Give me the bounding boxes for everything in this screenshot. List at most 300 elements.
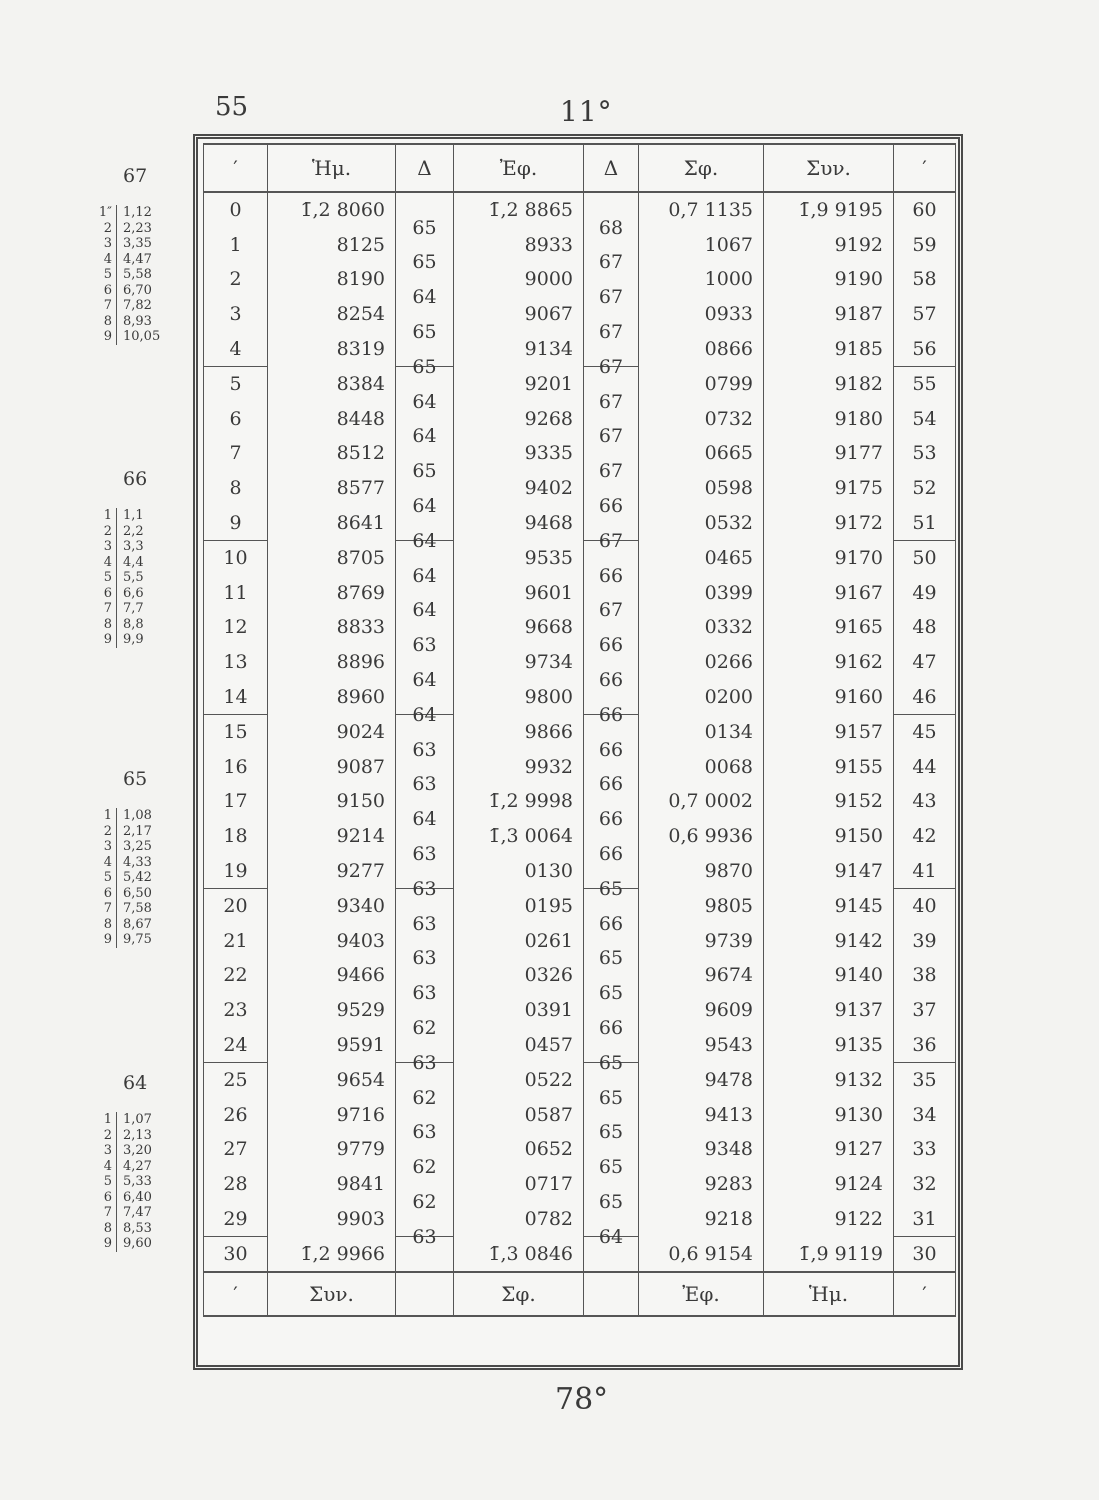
tangent-cell: 0195 [454,888,584,923]
proportional-parts-row [78,1143,198,1159]
difference-value: 63 [412,947,437,970]
difference-value: 63 [412,981,437,1004]
tangent-cell: 0782 [454,1201,584,1236]
proportional-parts-row [78,855,198,871]
header-sine: Ἡμ. [268,144,396,192]
difference-value: 63 [412,738,437,761]
cosine-cell: 9132 [764,1062,894,1097]
table-row [204,1097,956,1132]
minute-cell: 30 [204,1236,268,1272]
table-row [204,1062,956,1097]
sine-cell: 9340 [268,888,396,923]
cotangent-cell: 0532 [639,505,764,540]
minute-cell: 8 [204,471,268,506]
minute-cell-right: 37 [894,993,956,1028]
pp-multiplier: 7 [103,601,112,616]
minute-cell: 25 [204,1062,268,1097]
cosine-cell: 9160 [764,679,894,714]
difference-value: 65 [598,1052,624,1075]
proportional-parts-row [78,932,198,948]
sine-cell: 8833 [268,610,396,645]
pp-value: 9,60 [116,1236,185,1252]
cotangent-cell: 1067 [639,228,764,263]
minute-cell: 4 [204,331,268,366]
tangent-cell: 1̄,2 8865 [454,192,584,228]
table-row [204,297,956,332]
cosine-cell: 1̄,9 9119 [764,1236,894,1272]
minute-cell: 18 [204,819,268,854]
difference-value: 67 [598,251,624,274]
difference-value: 66 [598,494,624,517]
pp-multiplier: 4 [103,854,112,870]
difference-value: 65 [598,1086,624,1109]
sine-cell: 8896 [268,645,396,680]
header-cosine: Συν. [764,144,894,192]
minute-cell-right: 35 [894,1062,956,1097]
cosine-cell: 9122 [764,1201,894,1236]
tangent-cell: 1̄,2 9998 [454,784,584,819]
sine-cell: 8960 [268,679,396,714]
difference-value: 66 [598,704,624,727]
cotangent-cell: 0598 [639,471,764,506]
cosine-cell: 9190 [764,262,894,297]
table-row [204,993,956,1028]
table-row [204,366,956,401]
cosine-cell: 9137 [764,993,894,1028]
minute-cell-right: 38 [894,958,956,993]
difference-value: 67 [598,356,624,379]
cosine-cell: 9147 [764,853,894,888]
footer-blank-2 [584,1272,639,1316]
sine-cell: 9214 [268,819,396,854]
table-row [204,1236,956,1272]
pp-value: 3,3 [116,539,185,555]
sine-cell: 9277 [268,853,396,888]
pp-multiplier: 5 [103,870,112,885]
pp-multiplier: 5 [103,570,112,585]
pp-multiplier: 2 [103,823,112,839]
difference-value: 65 [598,981,624,1004]
difference-value: 65 [598,1121,624,1144]
cosine-cell: 9182 [764,366,894,401]
proportional-parts-row [78,329,198,345]
difference-value: 65 [598,1155,624,1178]
cosine-cell: 9155 [764,750,894,785]
pp-multiplier: 2 [103,523,112,539]
sine-cell: 9779 [268,1132,396,1167]
cosine-cell: 9127 [764,1132,894,1167]
minute-cell: 21 [204,923,268,958]
complement-degree: 78° [555,1382,609,1417]
diff-cell [584,1226,639,1272]
footer-cosine: Συν. [268,1272,396,1316]
header-tangent: Ἐφ. [454,144,584,192]
difference-value: 62 [412,1155,437,1178]
minute-cell: 22 [204,958,268,993]
pp-multiplier: 9 [103,1236,112,1251]
tangent-cell: 9734 [454,645,584,680]
minute-cell: 3 [204,297,268,332]
difference-value: 66 [598,634,624,657]
minute-cell: 26 [204,1097,268,1132]
minute-cell: 6 [204,402,268,437]
cotangent-cell: 9478 [639,1062,764,1097]
pp-multiplier: 7 [103,1205,112,1220]
sine-cell: 9087 [268,750,396,785]
sine-cell: 9716 [268,1097,396,1132]
table-row [204,1132,956,1167]
cosine-cell: 9157 [764,714,894,749]
difference-value: 64 [412,807,437,830]
table-row [204,331,956,366]
sine-cell: 8125 [268,228,396,263]
cosine-cell: 9152 [764,784,894,819]
pp-value: 5,58 [116,267,185,283]
cosine-cell: 9177 [764,436,894,471]
difference-value: 64 [412,704,437,727]
cosine-cell: 9187 [764,297,894,332]
tangent-cell: 0587 [454,1097,584,1132]
proportional-parts-row [78,917,198,933]
header-minutes-right: ′ [894,144,956,192]
difference-value: 63 [412,842,437,865]
sine-cell: 9150 [268,784,396,819]
page-number: 55 [215,92,249,122]
difference-value: 65 [598,1190,624,1213]
difference-value: 63 [412,1121,437,1144]
pp-value: 10,05 [116,329,185,345]
proportional-parts-row [78,617,198,633]
difference-value: 67 [598,425,624,448]
proportional-parts-row [78,808,198,824]
pp-value: 8,53 [116,1221,185,1237]
cotangent-cell: 0134 [639,714,764,749]
pp-value: 4,33 [116,855,185,871]
pp-value: 8,8 [116,617,185,633]
minute-cell-right: 34 [894,1097,956,1132]
minute-cell-right: 32 [894,1167,956,1202]
pp-value: 2,13 [116,1128,185,1144]
table-row [204,1201,956,1236]
tangent-cell: 9067 [454,297,584,332]
minute-cell-right: 55 [894,366,956,401]
pp-value: 2,2 [116,524,185,540]
pp-multiplier: 8 [103,1220,112,1236]
pp-multiplier: 1 [103,808,112,823]
pp-multiplier: 3 [103,236,112,251]
minute-cell: 0 [204,192,268,228]
header-cotangent: Σφ. [639,144,764,192]
pp-value: 1,12 [116,205,185,221]
pp-multiplier: 7 [103,298,112,313]
minute-cell-right: 50 [894,540,956,575]
minute-cell-right: 41 [894,853,956,888]
minute-cell-right: 42 [894,819,956,854]
footer-cotangent: Σφ. [454,1272,584,1316]
sine-cell: 1̄,2 9966 [268,1236,396,1272]
proportional-parts-row [78,221,198,237]
minute-cell: 12 [204,610,268,645]
cosine-cell: 9180 [764,402,894,437]
sine-cell: 9591 [268,1027,396,1062]
minute-cell-right: 31 [894,1201,956,1236]
cotangent-cell: 9805 [639,888,764,923]
minute-cell: 29 [204,1201,268,1236]
minute-cell: 24 [204,1027,268,1062]
pp-multiplier: 2 [103,220,112,236]
tangent-cell: 1̄,3 0846 [454,1236,584,1272]
cosine-cell: 9130 [764,1097,894,1132]
minute-cell-right: 39 [894,923,956,958]
pp-multiplier: 6 [103,1189,112,1205]
table-row [204,192,956,228]
minute-cell-right: 43 [894,784,956,819]
sine-cell: 8190 [268,262,396,297]
cotangent-cell: 0,7 0002 [639,784,764,819]
minute-cell-right: 49 [894,576,956,611]
proportional-parts-heading: 65 [123,768,148,790]
difference-value: 64 [412,599,437,622]
difference-value: 67 [598,390,624,413]
footer-blank-1 [396,1272,454,1316]
pp-value: 6,50 [116,886,185,902]
proportional-parts-row [78,824,198,840]
difference-value: 62 [412,1016,437,1039]
pp-value: 9,9 [116,632,185,648]
cotangent-cell: 0933 [639,297,764,332]
minute-cell-right: 33 [894,1132,956,1167]
cosine-cell: 9162 [764,645,894,680]
minute-cell: 5 [204,366,268,401]
table-header-row [204,144,956,192]
pp-multiplier: 6 [103,282,112,298]
table-row [204,471,956,506]
proportional-parts-row [78,236,198,252]
difference-value: 64 [412,390,437,413]
cosine-cell: 9150 [764,819,894,854]
proportional-parts-row [78,1112,198,1128]
cosine-cell: 1̄,9 9195 [764,192,894,228]
table-row [204,679,956,714]
difference-value: 66 [598,842,624,865]
minute-cell-right: 40 [894,888,956,923]
tangent-cell: 9335 [454,436,584,471]
pp-multiplier: 5 [103,1174,112,1189]
pp-value: 1,1 [116,508,185,524]
difference-value: 65 [412,320,437,343]
pp-multiplier: 4 [103,251,112,267]
cosine-cell: 9192 [764,228,894,263]
cotangent-cell: 0200 [639,679,764,714]
cotangent-cell: 1000 [639,262,764,297]
tangent-cell: 1̄,3 0064 [454,819,584,854]
difference-value: 65 [412,356,437,379]
pp-value: 2,17 [116,824,185,840]
difference-value: 63 [412,773,437,796]
pp-value: 5,33 [116,1174,185,1190]
pp-multiplier: 2 [103,1127,112,1143]
cotangent-cell: 9674 [639,958,764,993]
minute-cell-right: 52 [894,471,956,506]
cotangent-cell: 0799 [639,366,764,401]
tangent-cell: 0130 [454,853,584,888]
pp-value: 6,40 [116,1190,185,1206]
table-row [204,1167,956,1202]
pp-value: 3,35 [116,236,185,252]
sine-cell: 8769 [268,576,396,611]
pp-multiplier: 7 [103,901,112,916]
pp-value: 5,42 [116,870,185,886]
tangent-cell: 9402 [454,471,584,506]
cotangent-cell: 9543 [639,1027,764,1062]
tangent-cell: 8933 [454,228,584,263]
header-diff-2: Δ [584,144,639,192]
table-row [204,645,956,680]
difference-value: 64 [412,668,437,691]
minute-cell: 1 [204,228,268,263]
proportional-parts-heading: 64 [123,1072,148,1094]
tangent-cell: 9134 [454,331,584,366]
header-minutes: ′ [204,144,268,192]
cotangent-cell: 0465 [639,540,764,575]
proportional-parts-row [78,205,198,221]
minute-cell-right: 46 [894,679,956,714]
tangent-cell: 9268 [454,402,584,437]
minute-cell-right: 56 [894,331,956,366]
pp-value: 4,4 [116,555,185,571]
tangent-cell: 9800 [454,679,584,714]
difference-value: 65 [598,947,624,970]
cosine-cell: 9172 [764,505,894,540]
difference-value: 67 [598,320,624,343]
diff-cell [396,1226,454,1272]
difference-value: 67 [598,530,624,553]
minute-cell: 7 [204,436,268,471]
difference-value: 64 [412,530,437,553]
table-row [204,576,956,611]
tangent-cell: 9866 [454,714,584,749]
minute-cell: 9 [204,505,268,540]
sine-cell: 8448 [268,402,396,437]
tangent-cell: 0391 [454,993,584,1028]
table-row [204,888,956,923]
pp-value: 1,07 [116,1112,185,1128]
cotangent-cell: 0,6 9154 [639,1236,764,1272]
table-row [204,958,956,993]
pp-value: 8,67 [116,917,185,933]
pp-multiplier: 3 [103,539,112,554]
tangent-cell: 9601 [454,576,584,611]
log-trig-table [203,143,956,1317]
pp-multiplier: 6 [103,885,112,901]
table-row [204,1027,956,1062]
sine-cell: 8512 [268,436,396,471]
difference-value: 64 [412,564,437,587]
pp-multiplier: 8 [103,616,112,632]
sine-cell: 9466 [268,958,396,993]
footer-minutes: ′ [204,1272,268,1316]
minute-cell: 13 [204,645,268,680]
difference-value: 66 [598,1016,624,1039]
difference-value: 66 [598,564,624,587]
difference-value: 66 [598,738,624,761]
proportional-parts-row [78,870,198,886]
minute-cell: 15 [204,714,268,749]
pp-multiplier: 5 [103,267,112,282]
table-row [204,610,956,645]
minute-cell: 17 [204,784,268,819]
table-row [204,505,956,540]
cotangent-cell: 9348 [639,1132,764,1167]
tangent-cell: 0261 [454,923,584,958]
minute-cell: 27 [204,1132,268,1167]
pp-value: 7,47 [116,1205,185,1221]
tangent-cell: 0522 [454,1062,584,1097]
proportional-parts-row [78,1159,198,1175]
difference-value: 63 [412,912,437,935]
cosine-cell: 9145 [764,888,894,923]
sine-cell: 8705 [268,540,396,575]
minute-cell-right: 51 [894,505,956,540]
pp-value: 9,75 [116,932,185,948]
minute-cell: 14 [204,679,268,714]
cosine-cell: 9165 [764,610,894,645]
difference-value: 64 [412,286,437,309]
difference-value: 65 [412,216,437,239]
cosine-cell: 9185 [764,331,894,366]
table-row [204,784,956,819]
table-row [204,819,956,854]
cotangent-cell: 0332 [639,610,764,645]
table-row [204,714,956,749]
footer-tangent: Ἐφ. [639,1272,764,1316]
sine-cell: 8319 [268,331,396,366]
minute-cell-right: 53 [894,436,956,471]
proportional-parts-row [78,1236,198,1252]
minute-cell-right: 30 [894,1236,956,1272]
proportional-parts-row [78,570,198,586]
proportional-parts-row [78,839,198,855]
cotangent-cell: 0665 [639,436,764,471]
pp-multiplier: 3 [103,839,112,854]
cotangent-cell: 0068 [639,750,764,785]
difference-value: 63 [412,1052,437,1075]
pp-value: 7,82 [116,298,185,314]
tangent-cell: 9535 [454,540,584,575]
proportional-parts-row [78,1221,198,1237]
tangent-cell: 0326 [454,958,584,993]
difference-value: 63 [412,1226,437,1249]
pp-multiplier: 4 [103,554,112,570]
proportional-parts-row [78,586,198,602]
footer-minutes-right: ′ [894,1272,956,1316]
difference-value: 62 [412,1086,437,1109]
minute-cell-right: 59 [894,228,956,263]
minute-cell: 23 [204,993,268,1028]
proportional-parts-row [78,1128,198,1144]
footer-sine: Ἡμ. [764,1272,894,1316]
pp-multiplier: 9 [103,932,112,947]
pp-value: 4,27 [116,1159,185,1175]
minute-cell-right: 58 [894,262,956,297]
sine-cell: 9654 [268,1062,396,1097]
minute-cell: 2 [204,262,268,297]
difference-value: 63 [412,634,437,657]
minute-cell-right: 44 [894,750,956,785]
proportional-parts-row [78,252,198,268]
table-row [204,750,956,785]
difference-value: 64 [412,494,437,517]
